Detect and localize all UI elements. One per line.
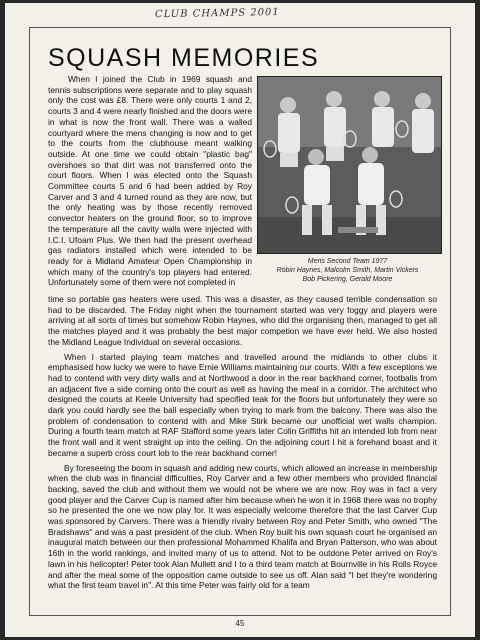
photo-caption-title: Mens Second Team 1977: [307, 258, 388, 265]
photo-caption: [250, 257, 445, 284]
page-number: 45: [235, 619, 245, 628]
article-body: [48, 294, 437, 595]
handwritten-header-note: CLUB CHAMPS 2001: [154, 7, 280, 21]
team-photo-image: [258, 77, 441, 253]
page: [5, 3, 475, 637]
photo-caption-names-front: Bob Pickering, Gerald Moore: [302, 276, 393, 283]
team-photo: [257, 76, 442, 254]
article-paragraph-1-column: When I joined the Club in 1969 squash and tennis subscriptions were separate and to play squash only the cost was £8. There were only courts 1 and 2, courts 3 and 4 were nearly finished and the doors were in what is now the front wall. There was a walled courtyard where the mens changing is now and to get to the courts from the clubhouse meant walking outside. At one time we could obtain "plastic bag" overshoes so that dirt was not transferred onto the court floors. When I was elected onto the Squash Committee courts 5 and 6 had been added by Roy Carver and 3 and 4 turned round as they are now, but the only heating was by those recently removed convector heaters on the ground floor, so to improve the temperature all the cavity walls were injected with I.C.I. Ufoam Plus. We then had the present overhead gas radiators installed which were intended to be ready for a Midland Amateur Open Championship in which many of the country's top players had entered. Unfortunately some of them were not completed in: [48, 74, 252, 288]
photo-caption-names-back: Robin Haynes, Malcolm Smith, Martin Vickers: [276, 267, 419, 274]
article-frame: [29, 27, 451, 616]
article-paragraph-1-continued: time so portable gas heaters were used. This was a disaster, as they caused terrible condensation so had to be discarded. The Friday night when the tournament started was very foggy and players were arriving at all sorts of times but somehow Robin Haynes, who did the organising then, managed to get all the matches played and it was probably the best major competion we have ever held. We also hosted the Midland League Individual on several occasions.: [48, 294, 437, 347]
article-paragraph-2: When I started playing team matches and travelled around the midlands to other clubs it emphasised how lucky we were to have Ernie Williams maintaining our courts. With a few exceptions we had to contend with very dirty walls and at Northwood a door in the rear backhand corner, footballs from an adjacent five a side coming onto the court as well as having the meal in a corridor. The architect who designed the courts at Keele University had specified teak for the floors but unfortunately they were so dark you could hardly see the ball especially when trying to mark from the balcony. There was also the problem of condensation to contend with and Mike Stirk became our unofficial wet walls champion. During a fourth team match at RAF Stafford some years later Colin Griffiths hit an intended lob from near the front wall and it went straight up into the ceiling. On the adjoining court I hit a forehand boast and it became a superb cross court lob to the rear backhand corner!: [48, 351, 437, 458]
article-paragraph-3: By foreseeing the boom in squash and adding new courts, which allowed an increase in membership when the club was in financial difficulties, Roy Carver and a few other members who provided financial backing, saved the club and without them we would not be where we are now. Roy was in fact a very good player and the Carver Cup is named after him because when he won it in 1968 there was no trophy so he presented the one we now play for. It was especially welcome therefore that the last Carver Cup was sponsored by Carvers. There was a friendly rivalry between Roy and Peter Smith, who owned "The Bradshaws" and was a past president of the club. When Roy built his own squash court he organised an inaugural match between our then professional Mohammed Khalifa and Bryan Patterson, who was about 16th in the world rankings, and invited many of us to attend. Not to be outdone Peter arrived on Roy's lawn in his helicopter! Peter took Alan Mullett and I to a third team match at Bournville in his Rolls Royce and after the meal some of the opposition came outside to see us off. Alan said "I bet they're wondering what the first team travel in". At this time Peter was fairly old for a team: [48, 462, 437, 591]
article-title: SQUASH MEMORIES: [48, 44, 320, 72]
